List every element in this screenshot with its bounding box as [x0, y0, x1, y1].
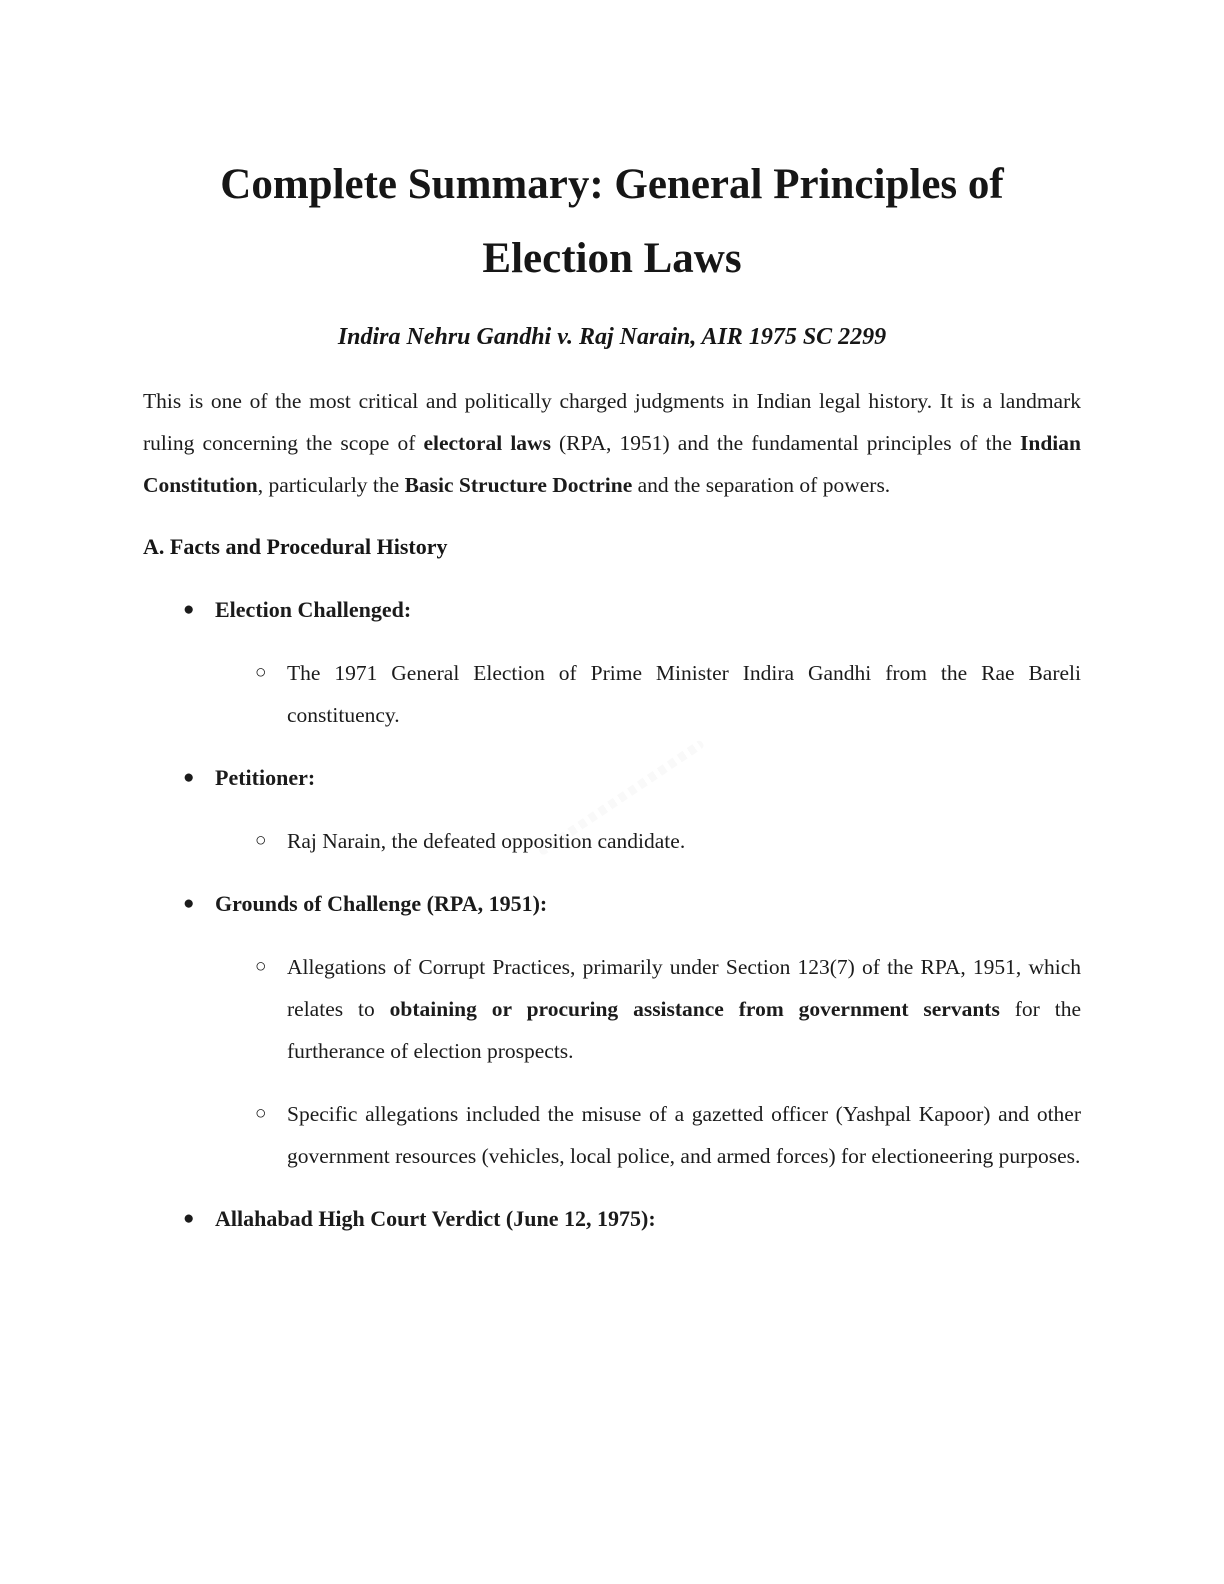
sub-bullet-corrupt-practices — [143, 946, 1081, 1072]
sub-bullet-marker-icon: ○ — [255, 662, 267, 683]
section-heading-facts: A. Facts and Procedural History — [143, 534, 448, 559]
sub-bullet-text: Allegations of Corrupt Practices, primarily under Section 123(7) of the RPA, 1951, which relates to obtaining or procuring assistance from government servants for the furtherance of election prospects. — [287, 955, 1081, 1063]
bullet-marker-icon: ● — [183, 767, 195, 788]
sub-bullet-marker-icon: ○ — [255, 1103, 267, 1124]
bullet-label: Election Challenged: — [215, 597, 412, 622]
case-citation: Indira Nehru Gandhi v. Raj Narain, AIR 1975 SC 2299 — [337, 324, 887, 350]
document-title: Complete Summary: General Principles of Election Laws — [220, 161, 1004, 282]
sub-bullet-specific-allegations — [143, 1093, 1081, 1177]
intro-paragraph: This is one of the most critical and politically charged judgments in Indian legal history. It is a landmark ruling concerning the scope of electoral laws (RPA, 1951) and the fundamental principles of the Indian Constitution, particularly the Basic Structure Doctrine and the separation of powers. — [143, 389, 1081, 497]
sub-bullet-marker-icon: ○ — [255, 830, 267, 851]
bullet-marker-icon: ● — [183, 893, 195, 914]
sub-bullet-1971-election — [143, 652, 1081, 736]
bullet-label: Petitioner: — [215, 765, 316, 790]
bullet-label: Allahabad High Court Verdict (June 12, 1975): — [215, 1206, 656, 1231]
sub-bullet-marker-icon: ○ — [255, 956, 267, 977]
sub-bullet-text: The 1971 General Election of Prime Minister Indira Gandhi from the Rae Bareli constituency. — [287, 661, 1081, 727]
bullet-petitioner — [143, 757, 1081, 799]
bullet-election-challenged — [143, 589, 1081, 631]
sub-bullet-text: Specific allegations included the misuse of a gazetted officer (Yashpal Kapoor) and other government resources (vehicles, local police, and armed forces) for electioneering purposes. — [287, 1102, 1081, 1168]
bullet-grounds-of-challenge — [143, 883, 1081, 925]
bullet-label: Grounds of Challenge (RPA, 1951): — [215, 891, 548, 916]
bullet-marker-icon: ● — [183, 599, 195, 620]
bullet-allahabad-verdict — [143, 1198, 1081, 1240]
sub-bullet-text: Raj Narain, the defeated opposition candidate. — [287, 829, 686, 853]
sub-bullet-raj-narain — [143, 820, 1081, 862]
bullet-marker-icon: ● — [183, 1208, 195, 1229]
document-page — [143, 0, 1081, 1240]
